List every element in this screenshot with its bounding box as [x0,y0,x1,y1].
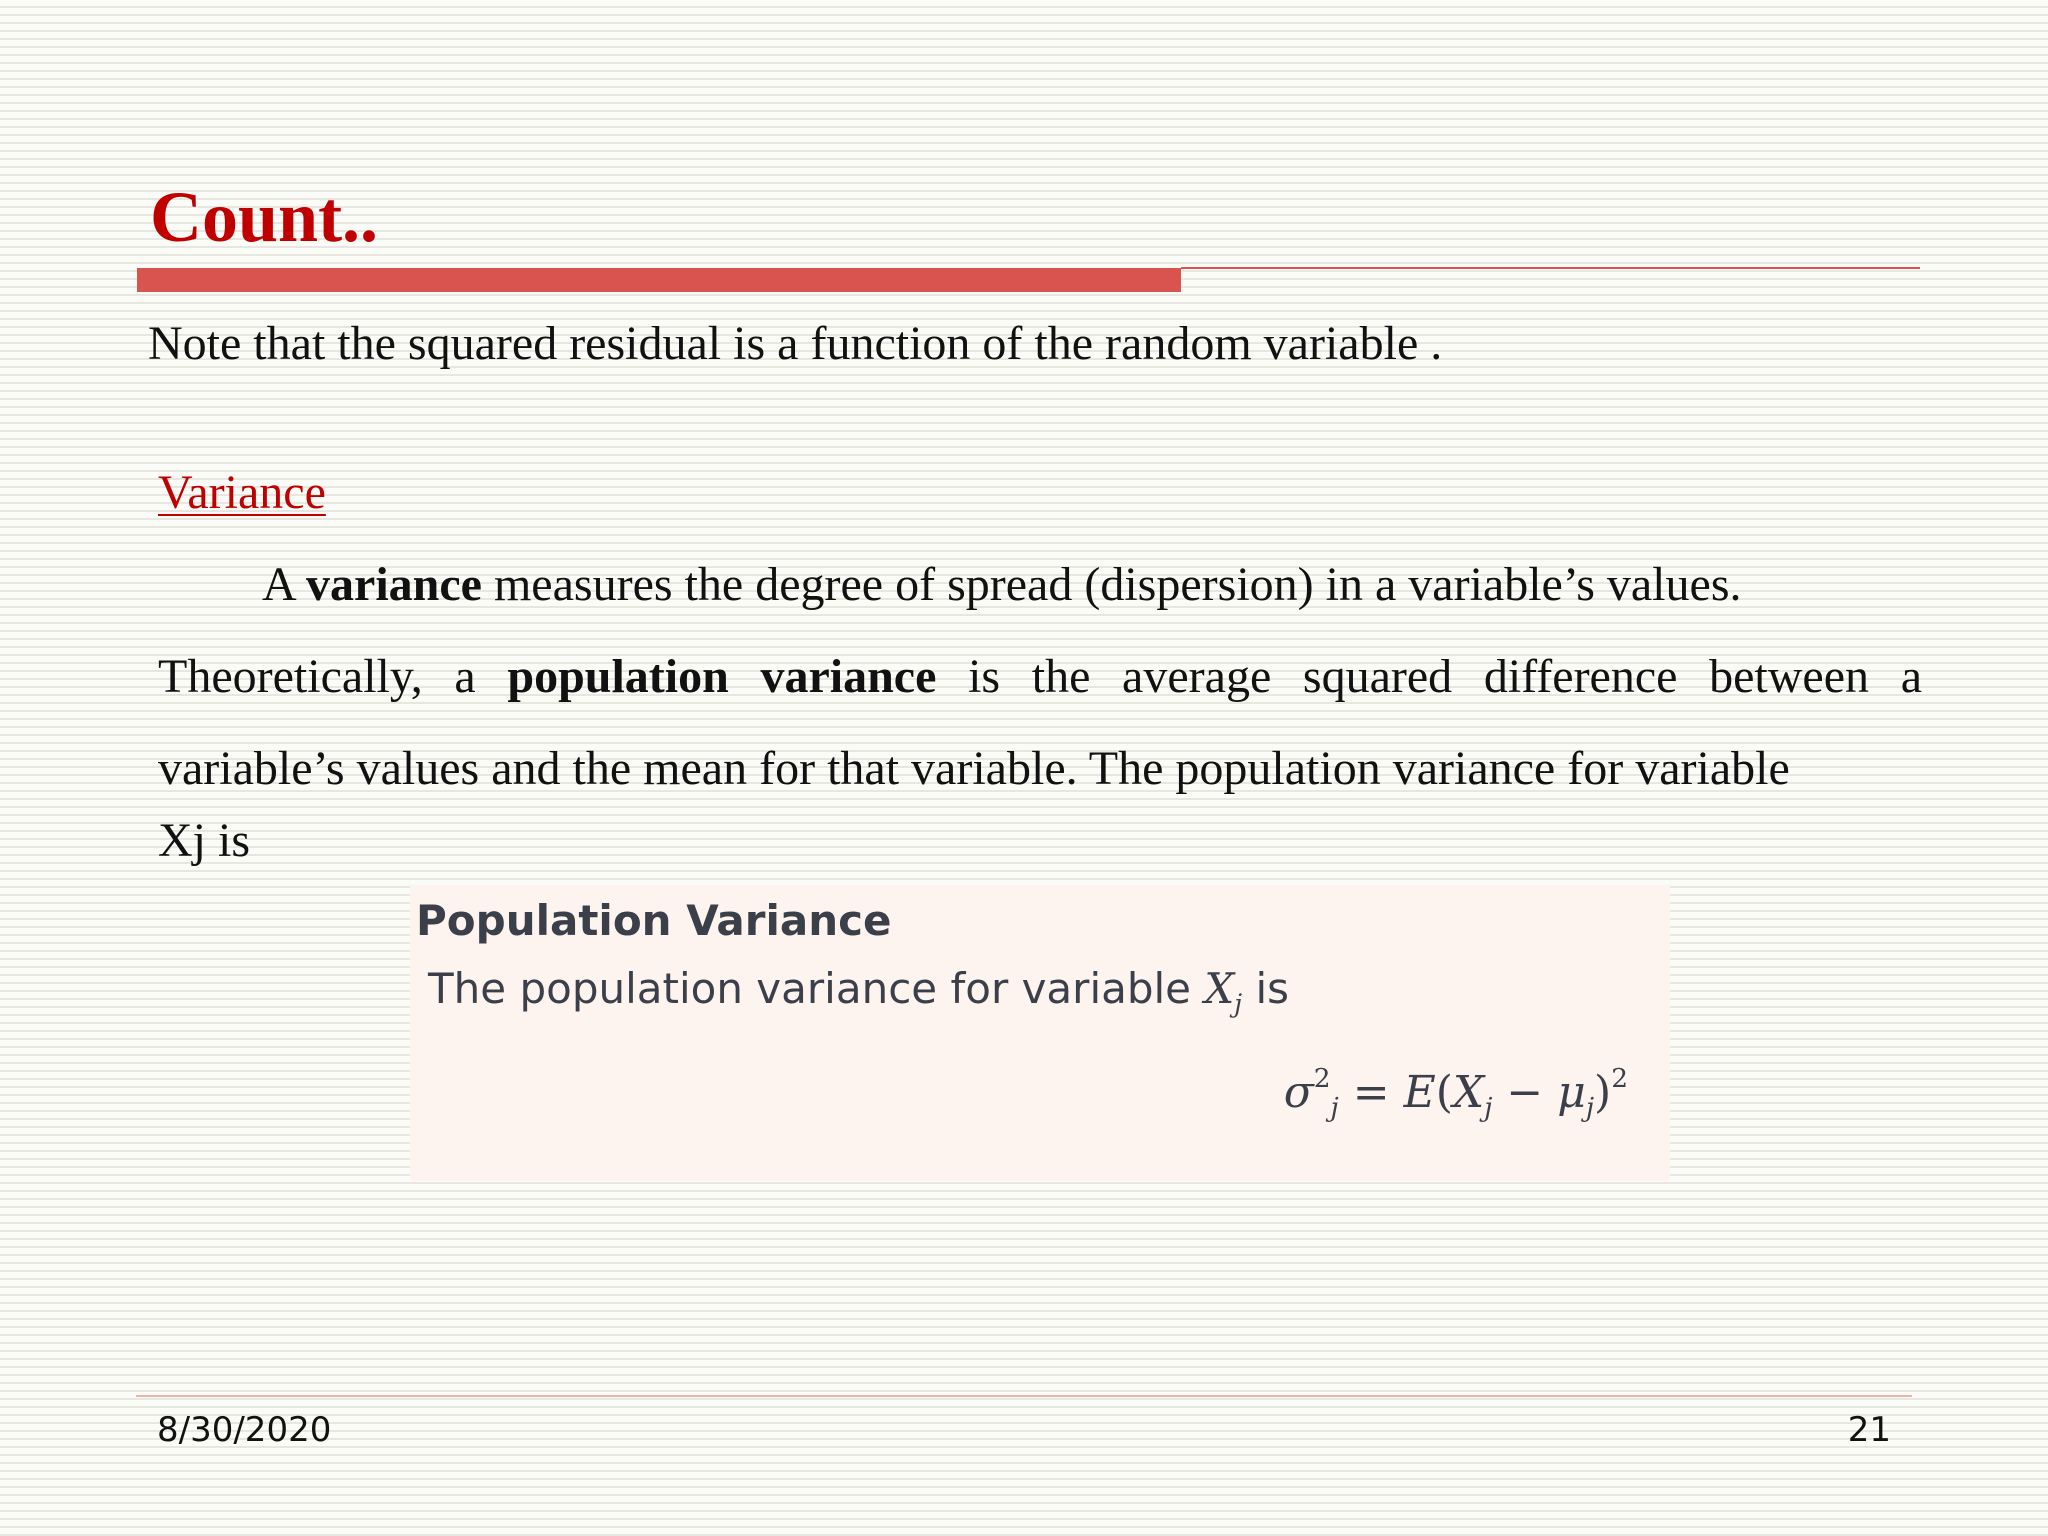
definition-box-text [428,961,1289,1017]
formula-x-subscript: j [1484,1092,1493,1124]
term-variance: variance [306,558,482,611]
formula-minus: − [1492,1067,1558,1118]
formula-x: X [1452,1067,1485,1118]
formula-power: 2 [1611,1063,1628,1095]
definition-box-text-start: The population variance for variable [428,964,1192,1013]
paragraph-line-1-end: measures the degree of spread (dispersion) in a variable’s values. [481,558,1742,611]
formula-mu: μ [1557,1067,1586,1118]
population-variance-definition-box [410,885,1670,1181]
formula-sigma-superscript: 2 [1313,1063,1331,1095]
paragraph-line-1 [262,555,1742,615]
formula-mu-subscript: j [1585,1092,1595,1124]
note-text: Note that the squared residual is a function of the random variable . [148,317,1443,370]
formula-equals: = [1338,1067,1404,1118]
variable-x-symbol: X [1204,964,1235,1013]
footer-date: 8/30/2020 [157,1410,332,1450]
variance-formula [1284,1063,1628,1123]
title-accent-bar [137,268,1181,292]
paragraph-line-4: Xj is [158,814,251,867]
definition-box-text-end: is [1242,964,1289,1013]
definition-box-title: Population Variance [416,896,892,945]
paragraph-line-2 [158,647,1922,707]
formula-sigma-subscript: j [1330,1092,1339,1124]
slide-title: Count.. [150,177,379,257]
page-number: 21 [1847,1410,1891,1450]
footer-divider [136,1395,1912,1397]
title-accent-line [1181,267,1920,269]
variance-subheading: Variance [158,466,326,519]
paragraph-line-1-start: A [262,558,307,611]
paragraph-line-2-start: Theoretically, a [158,650,508,703]
paragraph-line-2-end: is the average squared difference between a [936,650,1922,703]
paragraph-line-3: variable’s values and the mean for that variable. The population variance for variable [158,742,1790,795]
variable-x-subscript: j [1234,988,1243,1018]
formula-expectation: E [1403,1067,1436,1118]
term-population-variance: population variance [507,650,937,703]
formula-sigma: σ [1283,1067,1314,1118]
formula-close-paren: ) [1594,1067,1612,1118]
formula-open-paren: ( [1435,1067,1453,1118]
